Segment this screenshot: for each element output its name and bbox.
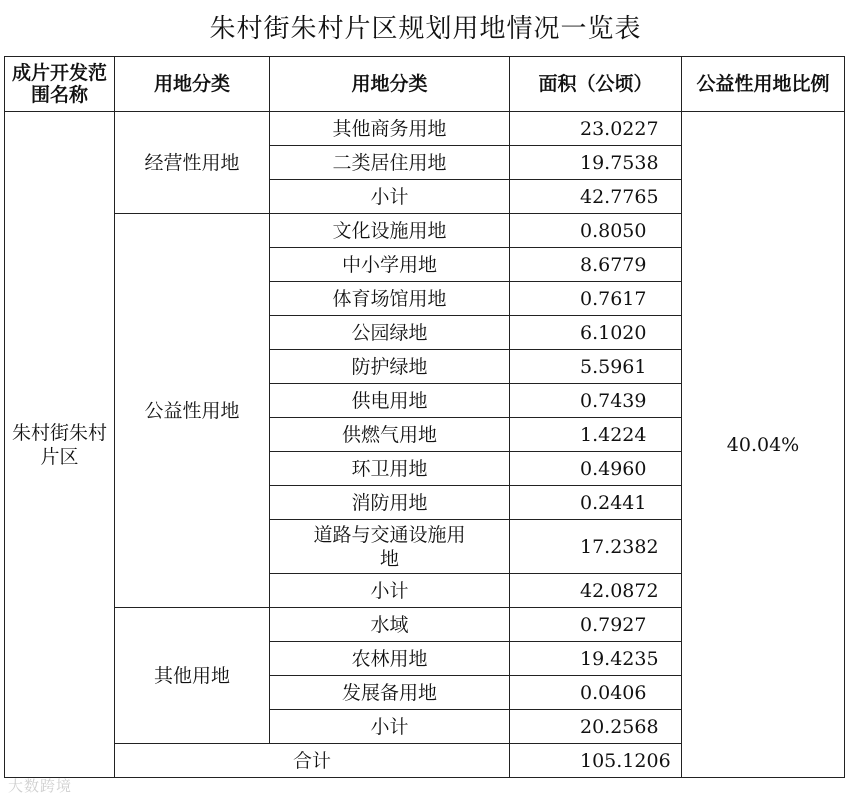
land-type-cell: 农林用地: [270, 642, 510, 676]
group-name-cell: 公益性用地: [115, 214, 270, 608]
land-type-cell: 供电用地: [270, 384, 510, 418]
subtotal-label-cell: 小计: [270, 574, 510, 608]
area-value-cell: 0.0406: [510, 676, 682, 710]
land-use-table: [4, 56, 845, 778]
land-type-cell: 道路与交通设施用地: [270, 520, 510, 574]
land-type-cell: 文化设施用地: [270, 214, 510, 248]
area-value-cell: 5.5961: [510, 350, 682, 384]
area-value-cell: 8.6779: [510, 248, 682, 282]
land-type-cell: 环卫用地: [270, 452, 510, 486]
header-ratio: 公益性用地比例: [682, 57, 845, 112]
area-value-cell: 19.7538: [510, 146, 682, 180]
land-type-cell: 发展备用地: [270, 676, 510, 710]
area-value-cell: 0.7617: [510, 282, 682, 316]
group-name-cell: 经营性用地: [115, 112, 270, 214]
subtotal-label-cell: 小计: [270, 180, 510, 214]
land-type-cell: 消防用地: [270, 486, 510, 520]
subtotal-value-cell: 42.0872: [510, 574, 682, 608]
ratio-cell: 40.04%: [682, 112, 845, 778]
header-subcategory: 用地分类: [270, 57, 510, 112]
area-value-cell: 0.2441: [510, 486, 682, 520]
land-type-cell: 水域: [270, 608, 510, 642]
area-value-cell: 0.7927: [510, 608, 682, 642]
land-type-cell: 其他商务用地: [270, 112, 510, 146]
area-value-cell: 0.7439: [510, 384, 682, 418]
table-row: [5, 112, 845, 146]
land-type-cell: 供燃气用地: [270, 418, 510, 452]
land-type-cell: 体育场馆用地: [270, 282, 510, 316]
header-area-name: 成片开发范围名称: [5, 57, 115, 112]
total-value-cell: 105.1206: [510, 744, 682, 778]
area-name-cell: 朱村街朱村片区: [5, 112, 115, 778]
table-header-row: [5, 57, 845, 112]
area-value-cell: 23.0227: [510, 112, 682, 146]
subtotal-value-cell: 20.2568: [510, 710, 682, 744]
land-type-cell: 二类居住用地: [270, 146, 510, 180]
watermark: 大数跨境: [8, 777, 73, 795]
area-value-cell: 0.4960: [510, 452, 682, 486]
subtotal-value-cell: 42.7765: [510, 180, 682, 214]
header-category: 用地分类: [115, 57, 270, 112]
subtotal-label-cell: 小计: [270, 710, 510, 744]
area-value-cell: 1.4224: [510, 418, 682, 452]
group-name-cell: 其他用地: [115, 608, 270, 744]
land-type-cell: 公园绿地: [270, 316, 510, 350]
total-label-cell: 合计: [115, 744, 510, 778]
land-type-cell: 防护绿地: [270, 350, 510, 384]
land-type-cell: 中小学用地: [270, 248, 510, 282]
area-value-cell: 19.4235: [510, 642, 682, 676]
area-value-cell: 17.2382: [510, 520, 682, 574]
page-title: 朱村街朱村片区规划用地情况一览表: [209, 14, 642, 44]
header-area: 面积（公顷）: [510, 57, 682, 112]
area-value-cell: 6.1020: [510, 316, 682, 350]
area-value-cell: 0.8050: [510, 214, 682, 248]
